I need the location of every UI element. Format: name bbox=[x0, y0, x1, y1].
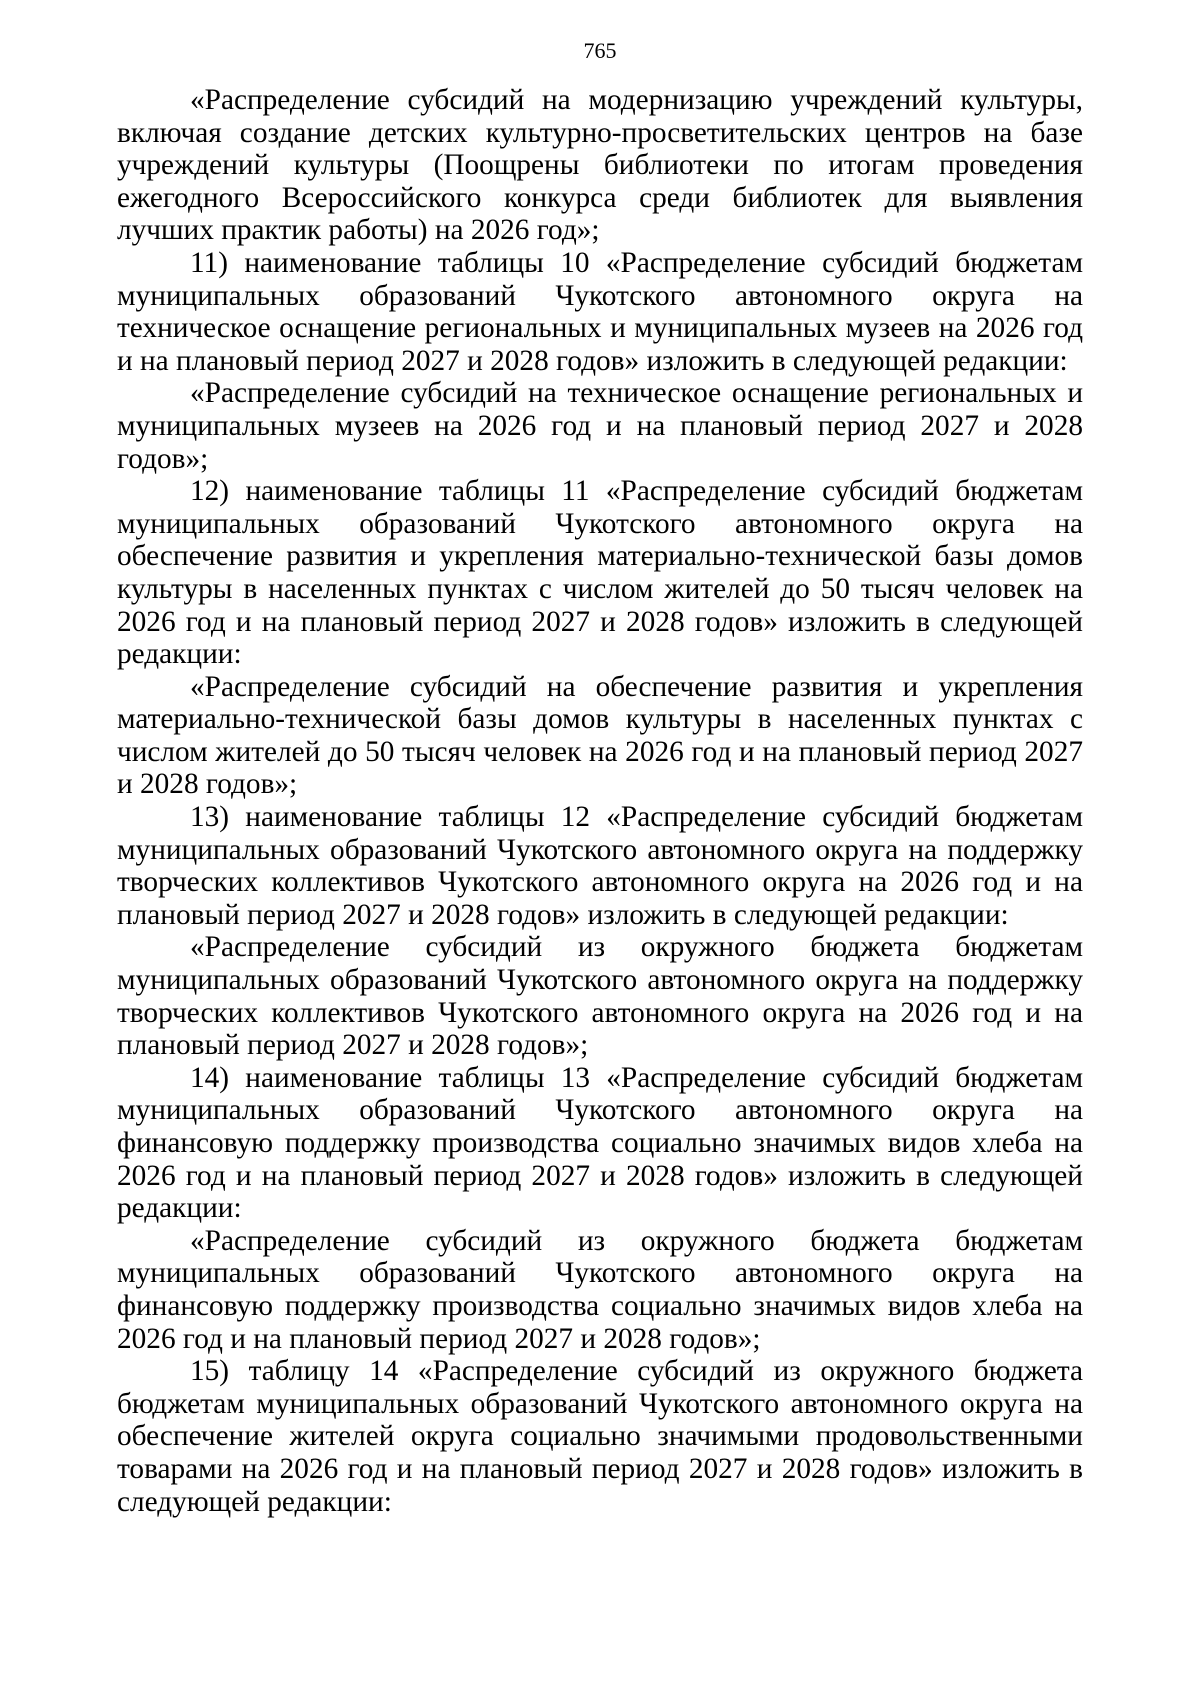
paragraph-10: 15) таблицу 14 «Распределение субсидий из окружного бюджета бюджетам муниципальных образований Чукотского автономного округа на обеспечение жителей округа социально значимыми продовольственными товарами на 2026 год и на плановый период 2027 и 2028 годов» изложить в следующей редакции: bbox=[117, 1355, 1083, 1518]
paragraph-9: «Распределение субсидий из окружного бюджета бюджетам муниципальных образований Чукотского автономного округа на финансовую поддержку производства социально значимых видов хлеба на 2026 год и на плановый период 2027 и 2028 годов»; bbox=[117, 1224, 1083, 1355]
paragraph-6: 13) наименование таблицы 12 «Распределение субсидий бюджетам муниципальных образований Чукотского автономного округа на поддержку творческих коллективов Чукотского автономного округа на 2026 год и на плановый период 2027 и 2028 годов» изложить в следующей редакции: bbox=[117, 801, 1083, 931]
paragraph-3: «Распределение субсидий на техническое оснащение региональных и муниципальных музеев на 2026 год и на плановый период 2027 и 2028 годов»; bbox=[117, 377, 1083, 475]
paragraph-2: 11) наименование таблицы 10 «Распределение субсидий бюджетам муниципальных образований Чукотского автономного округа на техническое оснащение региональных и муниципальных музеев на 2026 год и на плановый период 2027 и 2028 годов» изложить в следующей редакции: bbox=[117, 246, 1083, 377]
paragraph-5: «Распределение субсидий на обеспечение развития и укрепления материально-технической базы домов культуры в населенных пунктах с числом жителей до 50 тысяч человек на 2026 год и на плановый период 2027 и 2028 годов»; bbox=[117, 670, 1083, 801]
paragraph-1: «Распределение субсидий на модернизацию учреждений культуры, включая создание детских культурно-просветительских центров на базе учреждений культуры (Поощрены библиотеки по итогам проведения ежегодного Всероссийского конкурса среди библиотек для выявления лучших практик работы) на 2026 год»; bbox=[117, 84, 1083, 247]
paragraph-7: «Распределение субсидий из окружного бюджета бюджетам муниципальных образований Чукотского автономного округа на поддержку творческих коллективов Чукотского автономного округа на 2026 год и на плановый период 2027 и 2028 годов»; bbox=[117, 931, 1083, 1062]
paragraph-8: 14) наименование таблицы 13 «Распределение субсидий бюджетам муниципальных образований Чукотского автономного округа на финансовую поддержку производства социально значимых видов хлеба на 2026 год и на плановый период 2027 и 2028 годов» изложить в следующей редакции: bbox=[117, 1061, 1083, 1225]
page-number: 765 bbox=[583, 38, 617, 63]
paragraph-4: 12) наименование таблицы 11 «Распределение субсидий бюджетам муниципальных образований Чукотского автономного округа на обеспечение развития и укрепления материально-технической базы домов культуры в населенных пунктах с числом жителей до 50 тысяч человек на 2026 год и на плановый период 2027 и 2028 годов» изложить в следующей редакции: bbox=[117, 475, 1083, 671]
document-body bbox=[117, 84, 1083, 1518]
